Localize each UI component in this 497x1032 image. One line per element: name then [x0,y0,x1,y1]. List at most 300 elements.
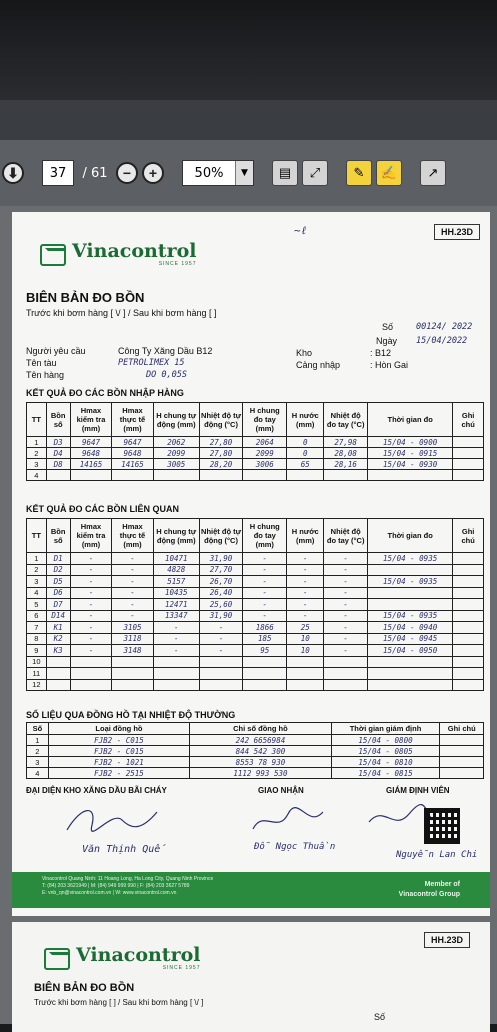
table-cell: D5 [46,576,70,588]
footer-group: Vinacontrol Group [398,891,460,898]
table-cell: 9648 [112,448,154,459]
form-code: HH.23D [434,224,480,240]
table-row [27,564,484,576]
ship-value: PETROLIMEX 15 [118,358,185,368]
table-cell: 9 [27,645,47,657]
table-cell [243,679,287,691]
table-cell: 10471 [153,553,199,565]
table-cell: - [153,633,199,645]
table-cell: 1 [27,735,49,746]
window-top-bar [0,100,497,140]
column-header: TT [27,519,47,553]
column-header: Thời gian đo [368,403,453,437]
table-cell: K1 [46,622,70,634]
table-cell: 25,60 [199,599,243,611]
table-cell: 1 [27,553,47,565]
table-row [27,599,484,611]
table-row [27,622,484,634]
table-cell: 10 [27,656,47,668]
table-cell: - [153,622,199,634]
table-cell: - [287,610,324,622]
table-cell: - [324,633,368,645]
column-header: Số [27,723,49,735]
column-header: Loại đồng hồ [48,723,189,735]
ngay-value: 15/04/2022 [416,336,468,346]
zoom-select[interactable] [182,160,254,186]
import-tanks-table [26,402,484,481]
table-cell: D6 [46,587,70,599]
table-cell [453,576,484,588]
table-cell: D7 [46,599,70,611]
table-row [27,459,484,470]
table-cell: - [199,633,243,645]
table-cell [453,633,484,645]
table-cell: 15/04 - 0930 [368,459,453,470]
sign-label-delivery: GIAO NHẬN [258,786,304,795]
table-cell: 14165 [70,459,112,470]
warehouse-label: Kho [296,348,313,358]
table-cell [46,656,70,668]
table-cell: 27,80 [199,437,243,448]
table-cell: 28,20 [199,459,243,470]
table-cell: 4 [27,587,47,599]
table-cell: - [243,610,287,622]
table-cell [368,599,453,611]
table-cell: - [70,553,112,565]
table-header-row [27,519,484,553]
table-cell: 3 [27,576,47,588]
table-cell: 27,70 [199,564,243,576]
page-number-input[interactable] [42,160,74,186]
column-header: Hmax thực tế (mm) [112,519,154,553]
table-cell: 15/04 - 0935 [368,553,453,565]
table-cell [287,656,324,668]
table-cell: - [324,553,368,565]
table-cell [70,656,112,668]
table-cell [440,746,484,757]
table-cell: 15/04 - 0935 [368,576,453,588]
table-cell: - [70,599,112,611]
table-cell: 6 [27,610,47,622]
table-cell [324,668,368,680]
table-cell: D14 [46,610,70,622]
document-page [12,212,490,916]
table-cell: 31,90 [199,610,243,622]
table-cell: - [112,587,154,599]
table-cell: - [324,645,368,657]
table-cell: D2 [46,564,70,576]
ship-label: Tên tàu [26,358,57,368]
table-cell: 14165 [112,459,154,470]
table-cell [453,437,484,448]
table-cell [324,470,368,481]
table-cell: 5 [27,599,47,611]
column-header: H chung tự động (mm) [153,519,199,553]
table-cell: - [199,622,243,634]
table-cell: 3 [27,459,47,470]
table-cell: 9648 [70,448,112,459]
requester-value: Công Ty Xăng Dầu B12 [118,346,213,356]
table-cell [112,656,154,668]
table-cell [287,668,324,680]
zoom-in-button[interactable]: + [142,162,164,184]
table-cell [453,459,484,470]
table-cell: 15/04 - 0935 [368,610,453,622]
table-cell [453,679,484,691]
table-cell [153,668,199,680]
table-header-row [27,403,484,437]
so-label-page2: Số [374,1012,386,1022]
table-cell [112,679,154,691]
table-cell: FJB2 - C015 [48,735,189,746]
table-cell [243,668,287,680]
table-cell: - [324,587,368,599]
table-cell: 11 [27,668,47,680]
table-cell: - [70,576,112,588]
table-cell: 15/04 - 0915 [368,448,453,459]
table-header-row [27,723,484,735]
table-cell: 15/04 - 0815 [331,768,440,779]
table-cell: 95 [243,645,287,657]
doc-title: BIÊN BẢN ĐO BỒN [26,290,145,305]
signature-inspector-name: Nguyễn Lan Chi [396,850,478,860]
table-cell [440,757,484,768]
logo-since: SINCE 1957 [158,261,197,267]
table-row [27,645,484,657]
table-cell [368,564,453,576]
table-cell: 2099 [243,448,287,459]
table-cell [287,679,324,691]
logo-icon [40,244,66,266]
logo-since-page2: SINCE 1957 [162,965,201,971]
table-cell [199,679,243,691]
column-header: Bồn số [46,519,70,553]
table-cell [324,679,368,691]
table-cell: - [243,553,287,565]
table-row [27,470,484,481]
table-cell: 9647 [112,437,154,448]
table-cell: 3006 [243,459,287,470]
table-row [27,668,484,680]
table-cell: - [70,645,112,657]
zoom-value: 50% [194,165,224,181]
table-cell [453,448,484,459]
column-header: H nước (mm) [287,403,324,437]
column-header: Thời gian đo [368,519,453,553]
table-cell [453,599,484,611]
column-header: Ghi chú [453,519,484,553]
table-cell [453,553,484,565]
table-cell [368,668,453,680]
table-cell: - [70,587,112,599]
table-cell [453,622,484,634]
table-cell [46,470,70,481]
monitor-bezel [0,0,497,100]
table-cell: 185 [243,633,287,645]
doc-subtitle-page2: Trước khi bơm hàng [ ] / Sau khi bơm hàng [ \/ ] [34,998,204,1007]
table-row [27,610,484,622]
table-cell: 2 [27,564,47,576]
table-cell: - [112,599,154,611]
table-cell: K2 [46,633,70,645]
table-row [27,587,484,599]
table-cell: - [324,576,368,588]
port-label: Cảng nhập [296,360,341,370]
table-cell: 10 [287,645,324,657]
table-cell [153,656,199,668]
table-cell: - [243,576,287,588]
column-header: Ghi chú [453,403,484,437]
column-header: Thời gian giám định [331,723,440,735]
fit-width-icon[interactable]: ⤢ [302,160,328,186]
table-cell: 26,70 [199,576,243,588]
handwritten-mark: ~ℓ [294,224,308,237]
column-header: Nhiệt độ tự động (°C) [199,403,243,437]
table-cell [453,470,484,481]
table-row [27,633,484,645]
page-current: 37 [49,165,67,181]
table-cell: 12471 [153,599,199,611]
so-value: 00124/ 2022 [416,322,473,332]
table-cell: - [153,645,199,657]
goods-label: Tên hàng [26,370,65,380]
table-cell: 15/04 - 0805 [331,746,440,757]
column-header: H chung tự động (mm) [153,403,199,437]
table-cell: - [324,599,368,611]
table-cell: 3118 [112,633,154,645]
section-related-tanks: KẾT QUẢ ĐO CÁC BỒN LIÊN QUAN [26,504,179,514]
column-header: Hmax thực tế (mm) [112,403,154,437]
column-header: TT [27,403,47,437]
page-total: / 61 [82,165,108,181]
table-cell: 15/04 - 0900 [368,437,453,448]
table-cell: 8 [27,633,47,645]
table-cell: 7 [27,622,47,634]
table-cell: K3 [46,645,70,657]
table-cell [324,656,368,668]
table-cell [287,470,324,481]
table-row [27,576,484,588]
table-cell: 10 [287,633,324,645]
column-header: Nhiệt độ đo tay (°C) [324,519,368,553]
table-cell [453,587,484,599]
table-cell [453,656,484,668]
table-cell: 28,16 [324,459,368,470]
table-cell [368,656,453,668]
table-cell [46,679,70,691]
table-cell: D4 [46,448,70,459]
table-cell: FJB2 - 2515 [48,768,189,779]
requester-label: Người yêu cầu [26,346,86,356]
table-cell: 4 [27,768,49,779]
table-cell: D8 [46,459,70,470]
table-cell: FJB2 - 1021 [48,757,189,768]
table-cell: - [70,564,112,576]
table-cell: - [199,645,243,657]
table-row [27,679,484,691]
table-cell: - [287,553,324,565]
column-header: H chung đo tay (mm) [243,519,287,553]
meter-readings-table [26,722,484,779]
so-label: Số [382,322,394,332]
column-header: Nhiệt độ đo tay (°C) [324,403,368,437]
table-cell: 13347 [153,610,199,622]
table-cell [243,470,287,481]
column-header: Hmax kiểm tra (mm) [70,519,112,553]
table-cell: - [243,564,287,576]
section-meter-readings: SỐ LIỆU QUA ĐỒNG HỒ TẠI NHIỆT ĐỘ THƯỜNG [26,710,236,720]
footer-email: E: vnb_qn@vinacontrol.com.vn | W: www.vinacontrol.com.vn [42,890,177,896]
table-cell: 2 [27,746,49,757]
goods-value: DO 0,05S [146,370,187,380]
table-cell: - [70,633,112,645]
table-cell: 3 [27,757,49,768]
table-cell: 0 [287,448,324,459]
table-cell: 2064 [243,437,287,448]
table-cell: - [112,553,154,565]
table-cell: 65 [287,459,324,470]
table-cell: - [287,576,324,588]
table-cell: 15/04 - 0950 [368,645,453,657]
table-cell: - [287,564,324,576]
logo-text: Vinacontrol [72,240,197,262]
table-cell: - [70,610,112,622]
table-row [27,757,484,768]
table-cell: 2 [27,448,47,459]
table-row [27,656,484,668]
table-cell [199,656,243,668]
table-cell [453,564,484,576]
column-header: Chỉ số đồng hồ [190,723,331,735]
table-cell: 26,40 [199,587,243,599]
table-cell: 2099 [153,448,199,459]
table-cell: D1 [46,553,70,565]
table-cell: 3005 [153,459,199,470]
table-cell: 15/04 - 0810 [331,757,440,768]
table-cell: FJB2 - C015 [48,746,189,757]
table-cell: - [324,622,368,634]
table-cell: 15/04 - 0940 [368,622,453,634]
table-cell: - [70,622,112,634]
sign-label-warehouse: ĐẠI DIỆN KHO XĂNG DẦU BÃI CHÁY [26,786,167,795]
table-cell: 4828 [153,564,199,576]
table-cell [70,668,112,680]
table-cell: 4 [27,470,47,481]
signature-warehouse [62,800,162,840]
table-row [27,448,484,459]
footer-address: Vinacontrol Quang Ninh: 11 Hoang Long, Ha Long City, Quang Ninh Province [42,876,214,882]
doc-title-page2: BIÊN BẢN ĐO BỒN [34,982,135,994]
column-header: Ghi chú [440,723,484,735]
column-header: Hmax kiểm tra (mm) [70,403,112,437]
table-cell: 12 [27,679,47,691]
table-cell: 28,08 [324,448,368,459]
table-cell: 8553 78 930 [190,757,331,768]
table-cell [70,679,112,691]
signature-delivery [248,804,328,840]
table-cell: 1 [27,437,47,448]
expand-icon[interactable]: ↗ [420,160,446,186]
table-cell: 242 6656984 [190,735,331,746]
footer-member: Member of [424,881,460,888]
table-row [27,746,484,757]
next-page-arrow-icon[interactable]: ⬇ [2,162,24,184]
zoom-out-button[interactable]: − [116,162,138,184]
table-cell [199,470,243,481]
table-row [27,768,484,779]
comment-icon[interactable]: ✎ [346,160,372,186]
next-document-page [12,922,490,1032]
footer-phone: T: (84) 203 3621949 | M: (84) 949 999 990 | F: (84) 203 3627 5789 [42,883,190,889]
table-cell: - [287,587,324,599]
table-cell [453,610,484,622]
table-cell [112,470,154,481]
table-cell: 5157 [153,576,199,588]
table-cell: - [324,564,368,576]
table-row [27,735,484,746]
logo-icon [44,948,70,970]
table-cell: 2062 [153,437,199,448]
chevron-down-icon[interactable]: ▼ [235,161,253,185]
qr-code [424,808,460,844]
table-cell: - [112,610,154,622]
sign-icon[interactable]: ✍ [376,160,402,186]
pdf-toolbar [0,140,497,206]
table-cell: 3105 [112,622,154,634]
column-header: H chung đo tay (mm) [243,403,287,437]
vinacontrol-logo-page2 [44,946,200,971]
table-cell: - [112,576,154,588]
table-row [27,553,484,565]
table-cell: - [112,564,154,576]
table-cell [368,587,453,599]
table-cell: - [243,587,287,599]
signature-delivery-name: Đỗ Ngọc Thuần [254,842,336,852]
table-cell: 1866 [243,622,287,634]
table-cell [46,668,70,680]
table-cell [453,645,484,657]
table-cell [70,470,112,481]
logo-text-page2: Vinacontrol [76,944,201,966]
port-value: : Hòn Gai [370,360,409,370]
column-header: Bồn số [46,403,70,437]
table-cell: 3148 [112,645,154,657]
page-footer [12,872,490,908]
table-cell: 27,98 [324,437,368,448]
table-cell: D3 [46,437,70,448]
table-cell: - [287,599,324,611]
sign-label-inspector: GIÁM ĐỊNH VIÊN [386,786,450,795]
table-cell: 1112 993 530 [190,768,331,779]
column-header: Nhiệt độ tự động (°C) [199,519,243,553]
table-cell [440,735,484,746]
table-cell: 0 [287,437,324,448]
table-cell: 9647 [70,437,112,448]
signature-warehouse-name: Văn Thịnh Quế [82,844,167,855]
form-code-page2: HH.23D [424,932,470,948]
column-header: H nước (mm) [287,519,324,553]
table-cell: 25 [287,622,324,634]
table-cell: 15/04 - 0800 [331,735,440,746]
fit-page-icon[interactable]: ▤ [272,160,298,186]
table-cell: 10435 [153,587,199,599]
table-cell: 844 542 300 [190,746,331,757]
table-cell: 31,90 [199,553,243,565]
table-cell: - [324,610,368,622]
section-import-tanks: KẾT QUẢ ĐO CÁC BỒN NHẬP HÀNG [26,388,184,398]
table-cell [243,656,287,668]
table-cell [440,768,484,779]
